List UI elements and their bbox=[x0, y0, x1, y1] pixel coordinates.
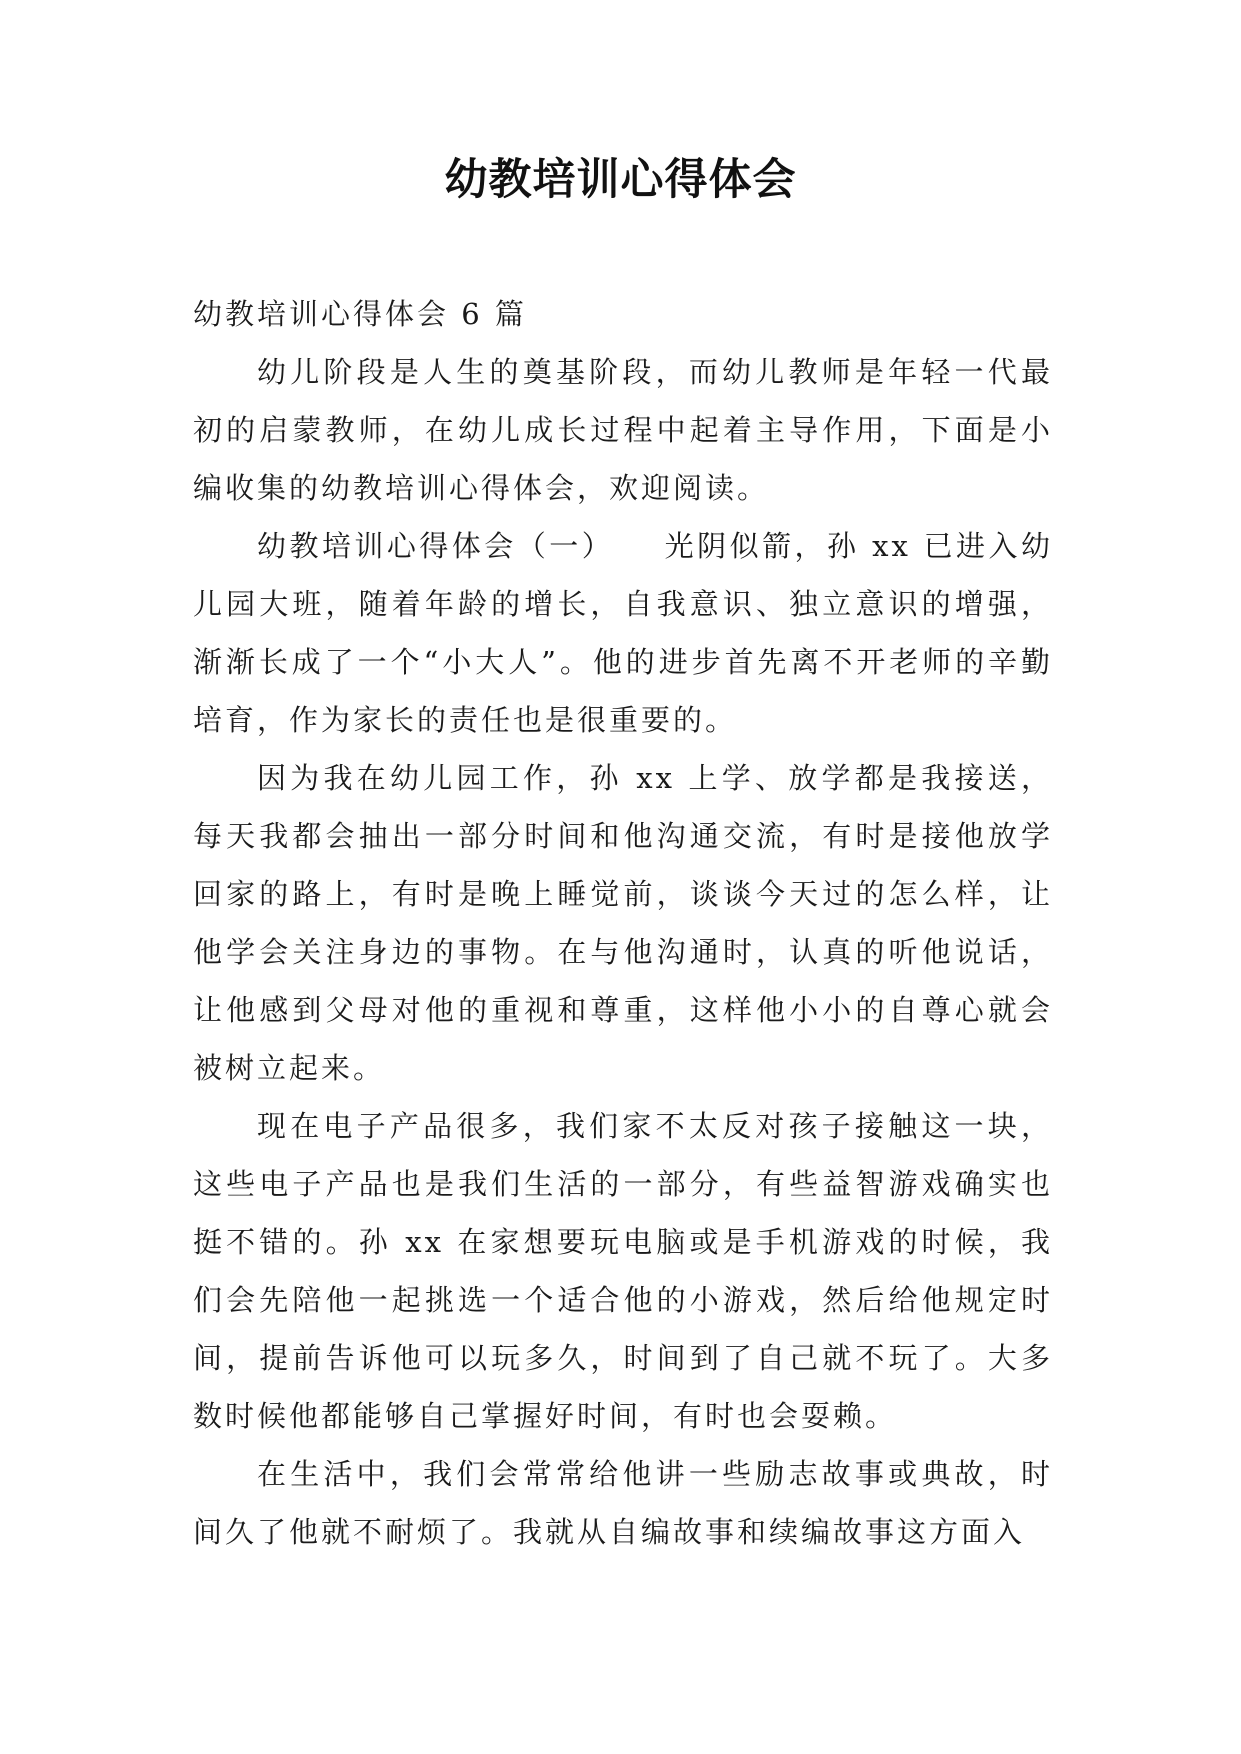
paragraph-communication: 因为我在幼儿园工作，孙 xx 上学、放学都是我接送，每天我都会抽出一部分时间和他沟通交流，有时是接他放学回家的路上，有时是晚上睡觉前，谈谈今天过的怎么样，让他学会关注身边的事物。在与他沟通时，认真的听他说话，让他感到父母对他的重视和尊重，这样他小小的自尊心就会被树立起来。 bbox=[193, 761, 1053, 1085]
paragraph-stories: 在生活中，我们会常常给他讲一些励志故事或典故，时间久了他就不耐烦了。我就从自编故事和续编故事这方面入 bbox=[193, 1457, 1053, 1549]
document-title: 幼教培训心得体会 bbox=[444, 155, 797, 205]
document-body bbox=[193, 285, 1053, 1561]
paragraph-article-one-start: 幼教培训心得体会（一） 光阴似箭，孙 xx 已进入幼儿园大班，随着年龄的增长，自我意识、独立意识的增强，渐渐长成了一个“小大人”。他的进步首先离不开老师的辛勤培育，作为家长的责任也是很重要的。 bbox=[193, 529, 1053, 737]
paragraph-electronics: 现在电子产品很多，我们家不太反对孩子接触这一块，这些电子产品也是我们生活的一部分，有些益智游戏确实也挺不错的。孙 xx 在家想要玩电脑或是手机游戏的时候，我们会先陪他一起挑选一个适合他的小游戏，然后给他规定时间，提前告诉他可以玩多久，时间到了自己就不玩了。大多数时候他都能够自己掌握好时间，有时也会耍赖。 bbox=[193, 1109, 1053, 1433]
document-subtitle: 幼教培训心得体会 6 篇 bbox=[193, 297, 527, 331]
paragraph-intro: 幼儿阶段是人生的奠基阶段，而幼儿教师是年轻一代最初的启蒙教师，在幼儿成长过程中起着主导作用，下面是小编收集的幼教培训心得体会，欢迎阅读。 bbox=[193, 355, 1053, 505]
